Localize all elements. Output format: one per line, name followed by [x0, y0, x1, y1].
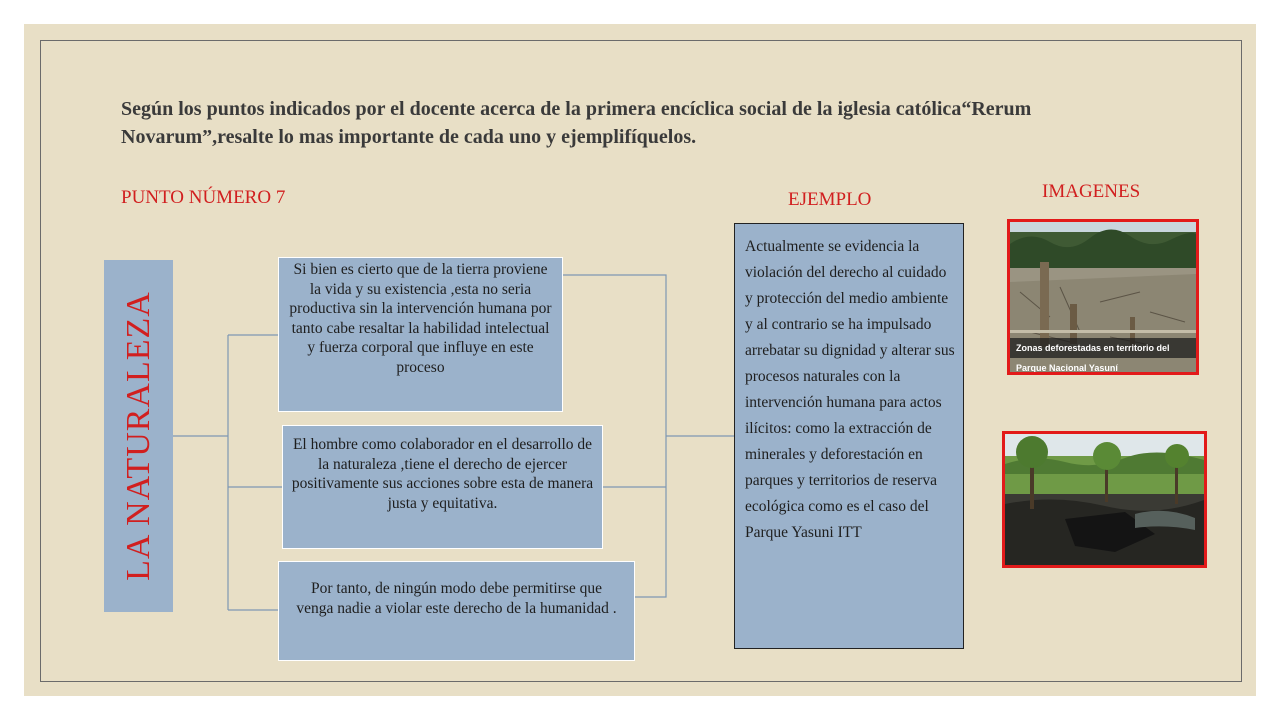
point-box-2: El hombre como colaborador en el desarrollo de la naturaleza ,tiene el derecho de ejercer positivamente sus acciones sobre esta de manera justa y equitativa. [282, 425, 603, 549]
example-box: Actualmente se evidencia la violación del derecho al cuidado y protección del medio ambiente y al contrario se ha impulsado arrebatar su dignidad y alterar sus procesos naturales con la intervención humana para actos ilícitos: como la extracción de minerales y deforestación en parques y territorios de reserva ecológica como es el caso del Parque Yasuni ITT [734, 223, 964, 649]
label-imagenes: IMAGENES [1042, 181, 1141, 202]
label-ejemplo: EJEMPLO [788, 189, 872, 210]
point-box-1: Si bien es cierto que de la tierra proviene la vida y su existencia ,esta no seria productiva sin la intervención humana por tanto cabe resaltar la habilidad intelectual y fuerza corporal que influye en este proceso [278, 257, 563, 412]
deforestation-photo [1007, 219, 1199, 375]
oil-spill-photo [1002, 431, 1207, 568]
oil-spill-image [1005, 434, 1204, 565]
label-punto: PUNTO NÚMERO 7 [121, 187, 286, 208]
page-title: Según los puntos indicados por el docente acerca de la primera encíclica social de la iglesia católica“Rerum Novarum”,resalte lo mas importante de cada uno y ejemplifíquelos. [121, 98, 1032, 148]
topic-title: LA NATURALEZA [119, 291, 157, 581]
photo-caption: Zonas deforestadas en territorio del Parque Nacional Yasuní [1010, 338, 1196, 358]
point-box-3: Por tanto, de ningún modo debe permitirse que venga nadie a violar este derecho de la humanidad . [278, 561, 635, 661]
topic-box [104, 260, 173, 612]
